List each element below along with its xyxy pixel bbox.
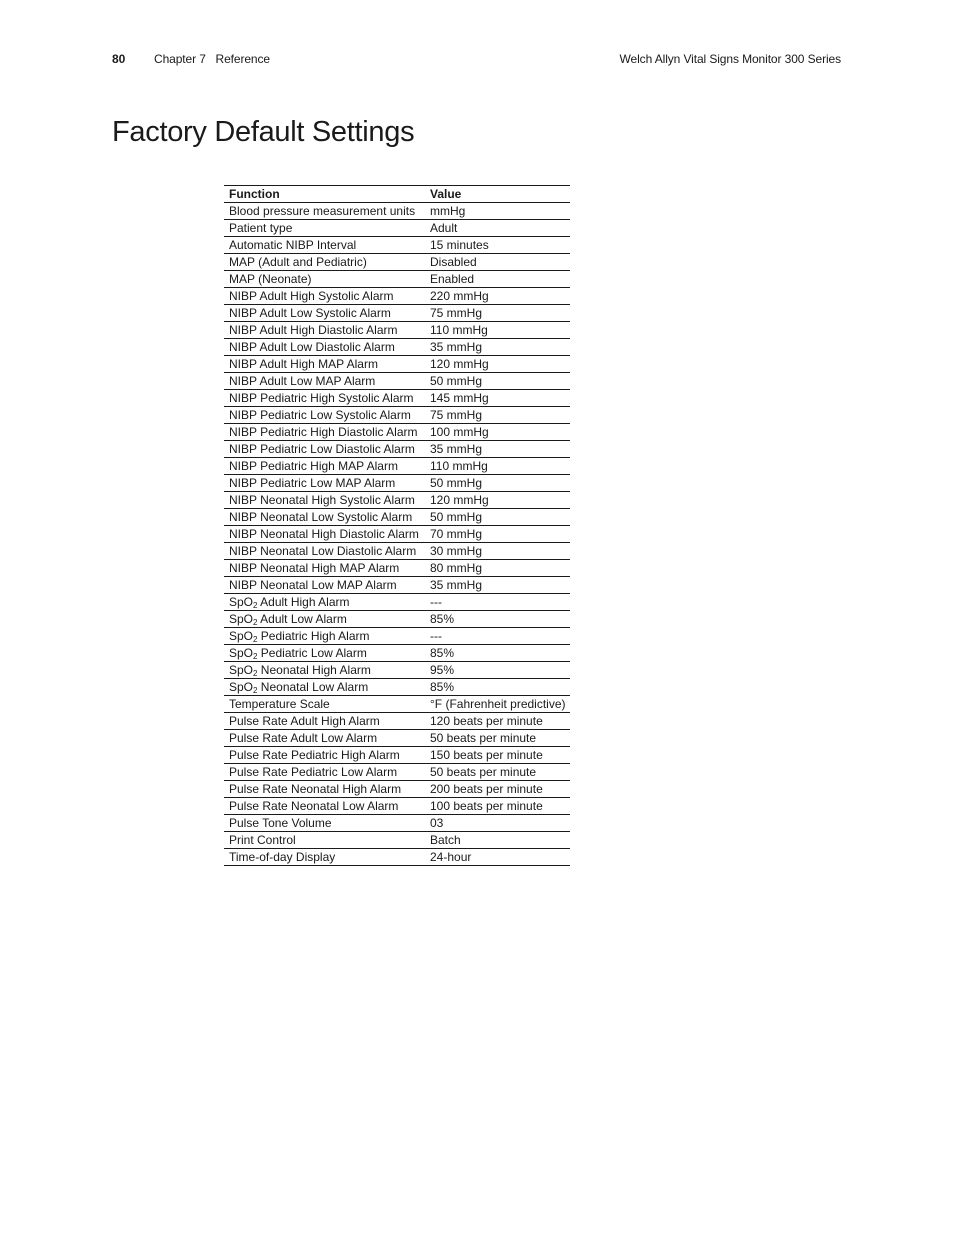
table-row — [224, 458, 570, 475]
value-cell: Batch — [425, 832, 570, 849]
function-cell: NIBP Neonatal High Diastolic Alarm — [224, 526, 425, 543]
function-cell: NIBP Adult Low Diastolic Alarm — [224, 339, 425, 356]
column-header-value: Value — [425, 186, 570, 203]
function-cell: NIBP Pediatric High Systolic Alarm — [224, 390, 425, 407]
value-cell: 35 mmHg — [425, 441, 570, 458]
table-row — [224, 764, 570, 781]
value-cell: 50 mmHg — [425, 475, 570, 492]
table-row — [224, 560, 570, 577]
function-cell: NIBP Pediatric High MAP Alarm — [224, 458, 425, 475]
function-cell: NIBP Pediatric Low Diastolic Alarm — [224, 441, 425, 458]
value-cell: Adult — [425, 220, 570, 237]
table-row — [224, 322, 570, 339]
value-cell: 85% — [425, 645, 570, 662]
function-cell — [224, 662, 425, 679]
value-cell: 24-hour — [425, 849, 570, 866]
function-prefix: SpO — [229, 680, 254, 694]
table-row — [224, 747, 570, 764]
page-number: 80 — [112, 52, 126, 66]
function-cell: NIBP Adult Low Systolic Alarm — [224, 305, 425, 322]
value-cell: 150 beats per minute — [425, 747, 570, 764]
function-cell: Pulse Tone Volume — [224, 815, 425, 832]
table-row — [224, 492, 570, 509]
document-title: Welch Allyn Vital Signs Monitor 300 Series — [619, 52, 841, 66]
table-row — [224, 356, 570, 373]
function-text: Neonatal High Alarm — [257, 663, 371, 677]
table-row — [224, 713, 570, 730]
table-row — [224, 611, 570, 628]
table-row — [224, 220, 570, 237]
table-row — [224, 594, 570, 611]
value-cell: 15 minutes — [425, 237, 570, 254]
function-prefix: SpO — [229, 612, 254, 626]
function-cell: Pulse Rate Neonatal Low Alarm — [224, 798, 425, 815]
value-cell: 50 mmHg — [425, 373, 570, 390]
value-cell: Disabled — [425, 254, 570, 271]
function-subscript: 2 — [253, 618, 258, 627]
value-cell: 35 mmHg — [425, 339, 570, 356]
function-cell: Temperature Scale — [224, 696, 425, 713]
function-cell: NIBP Adult Low MAP Alarm — [224, 373, 425, 390]
chapter-label: Chapter 7 Reference — [154, 52, 270, 66]
function-cell: NIBP Adult High Diastolic Alarm — [224, 322, 425, 339]
function-cell — [224, 611, 425, 628]
value-cell: 80 mmHg — [425, 560, 570, 577]
function-cell: NIBP Pediatric Low MAP Alarm — [224, 475, 425, 492]
function-cell: NIBP Neonatal High MAP Alarm — [224, 560, 425, 577]
value-cell: mmHg — [425, 203, 570, 220]
table-row — [224, 203, 570, 220]
function-cell: Time-of-day Display — [224, 849, 425, 866]
function-prefix: SpO — [229, 629, 254, 643]
table-header-row — [224, 186, 570, 203]
table-row — [224, 271, 570, 288]
function-cell: Pulse Rate Neonatal High Alarm — [224, 781, 425, 798]
function-cell: NIBP Neonatal High Systolic Alarm — [224, 492, 425, 509]
function-cell: Pulse Rate Adult High Alarm — [224, 713, 425, 730]
table-row — [224, 730, 570, 747]
function-cell: NIBP Neonatal Low Systolic Alarm — [224, 509, 425, 526]
value-cell: 75 mmHg — [425, 305, 570, 322]
value-cell: --- — [425, 628, 570, 645]
value-cell: 110 mmHg — [425, 458, 570, 475]
value-cell: --- — [425, 594, 570, 611]
value-cell: 85% — [425, 611, 570, 628]
table-row — [224, 662, 570, 679]
function-cell: Patient type — [224, 220, 425, 237]
function-cell: NIBP Adult High MAP Alarm — [224, 356, 425, 373]
value-cell: 70 mmHg — [425, 526, 570, 543]
column-header-function: Function — [224, 186, 425, 203]
table-row — [224, 407, 570, 424]
function-subscript: 2 — [253, 652, 258, 661]
function-cell: NIBP Neonatal Low Diastolic Alarm — [224, 543, 425, 560]
function-cell: Pulse Rate Pediatric High Alarm — [224, 747, 425, 764]
table-row — [224, 543, 570, 560]
table-row — [224, 254, 570, 271]
value-cell: 30 mmHg — [425, 543, 570, 560]
function-prefix: SpO — [229, 663, 254, 677]
page-header — [112, 52, 841, 68]
factory-default-settings-table — [224, 185, 570, 866]
function-prefix: SpO — [229, 595, 254, 609]
value-cell: 50 beats per minute — [425, 730, 570, 747]
value-cell: 100 beats per minute — [425, 798, 570, 815]
table-row — [224, 526, 570, 543]
function-cell: MAP (Neonate) — [224, 271, 425, 288]
function-cell: Pulse Rate Adult Low Alarm — [224, 730, 425, 747]
table-row — [224, 849, 570, 866]
table-row — [224, 288, 570, 305]
value-cell: 220 mmHg — [425, 288, 570, 305]
table-row — [224, 509, 570, 526]
function-cell: Automatic NIBP Interval — [224, 237, 425, 254]
table-row — [224, 679, 570, 696]
function-prefix: SpO — [229, 646, 254, 660]
table-row — [224, 815, 570, 832]
value-cell: 50 mmHg — [425, 509, 570, 526]
function-cell — [224, 628, 425, 645]
table-row — [224, 645, 570, 662]
value-cell: 120 mmHg — [425, 492, 570, 509]
table-row — [224, 832, 570, 849]
function-cell — [224, 645, 425, 662]
value-cell: 145 mmHg — [425, 390, 570, 407]
value-cell: 35 mmHg — [425, 577, 570, 594]
table-body — [224, 203, 570, 866]
value-cell: Enabled — [425, 271, 570, 288]
table-row — [224, 424, 570, 441]
function-cell — [224, 594, 425, 611]
value-cell: 85% — [425, 679, 570, 696]
page-title: Factory Default Settings — [112, 116, 415, 148]
function-cell: NIBP Neonatal Low MAP Alarm — [224, 577, 425, 594]
function-cell: Print Control — [224, 832, 425, 849]
function-cell: Blood pressure measurement units — [224, 203, 425, 220]
value-cell: 95% — [425, 662, 570, 679]
function-cell: NIBP Pediatric High Diastolic Alarm — [224, 424, 425, 441]
function-text: Adult High Alarm — [257, 595, 350, 609]
function-cell — [224, 679, 425, 696]
function-text: Pediatric High Alarm — [257, 629, 370, 643]
table-row — [224, 305, 570, 322]
value-cell: 120 mmHg — [425, 356, 570, 373]
value-cell: 100 mmHg — [425, 424, 570, 441]
value-cell: °F (Fahrenheit predictive) — [425, 696, 570, 713]
function-text: Pediatric Low Alarm — [257, 646, 367, 660]
value-cell: 75 mmHg — [425, 407, 570, 424]
function-cell: NIBP Pediatric Low Systolic Alarm — [224, 407, 425, 424]
table-row — [224, 696, 570, 713]
function-cell: MAP (Adult and Pediatric) — [224, 254, 425, 271]
value-cell: 50 beats per minute — [425, 764, 570, 781]
function-cell: Pulse Rate Pediatric Low Alarm — [224, 764, 425, 781]
value-cell: 110 mmHg — [425, 322, 570, 339]
function-subscript: 2 — [253, 601, 258, 610]
table-row — [224, 628, 570, 645]
function-subscript: 2 — [253, 669, 258, 678]
table-row — [224, 798, 570, 815]
value-cell: 03 — [425, 815, 570, 832]
table-row — [224, 237, 570, 254]
table-row — [224, 390, 570, 407]
table-row — [224, 577, 570, 594]
function-text: Adult Low Alarm — [257, 612, 347, 626]
function-text: Neonatal Low Alarm — [257, 680, 369, 694]
table-row — [224, 441, 570, 458]
table-row — [224, 475, 570, 492]
function-subscript: 2 — [253, 635, 258, 644]
function-cell: NIBP Adult High Systolic Alarm — [224, 288, 425, 305]
table-row — [224, 339, 570, 356]
function-subscript: 2 — [253, 686, 258, 695]
value-cell: 200 beats per minute — [425, 781, 570, 798]
table-row — [224, 373, 570, 390]
table-row — [224, 781, 570, 798]
value-cell: 120 beats per minute — [425, 713, 570, 730]
